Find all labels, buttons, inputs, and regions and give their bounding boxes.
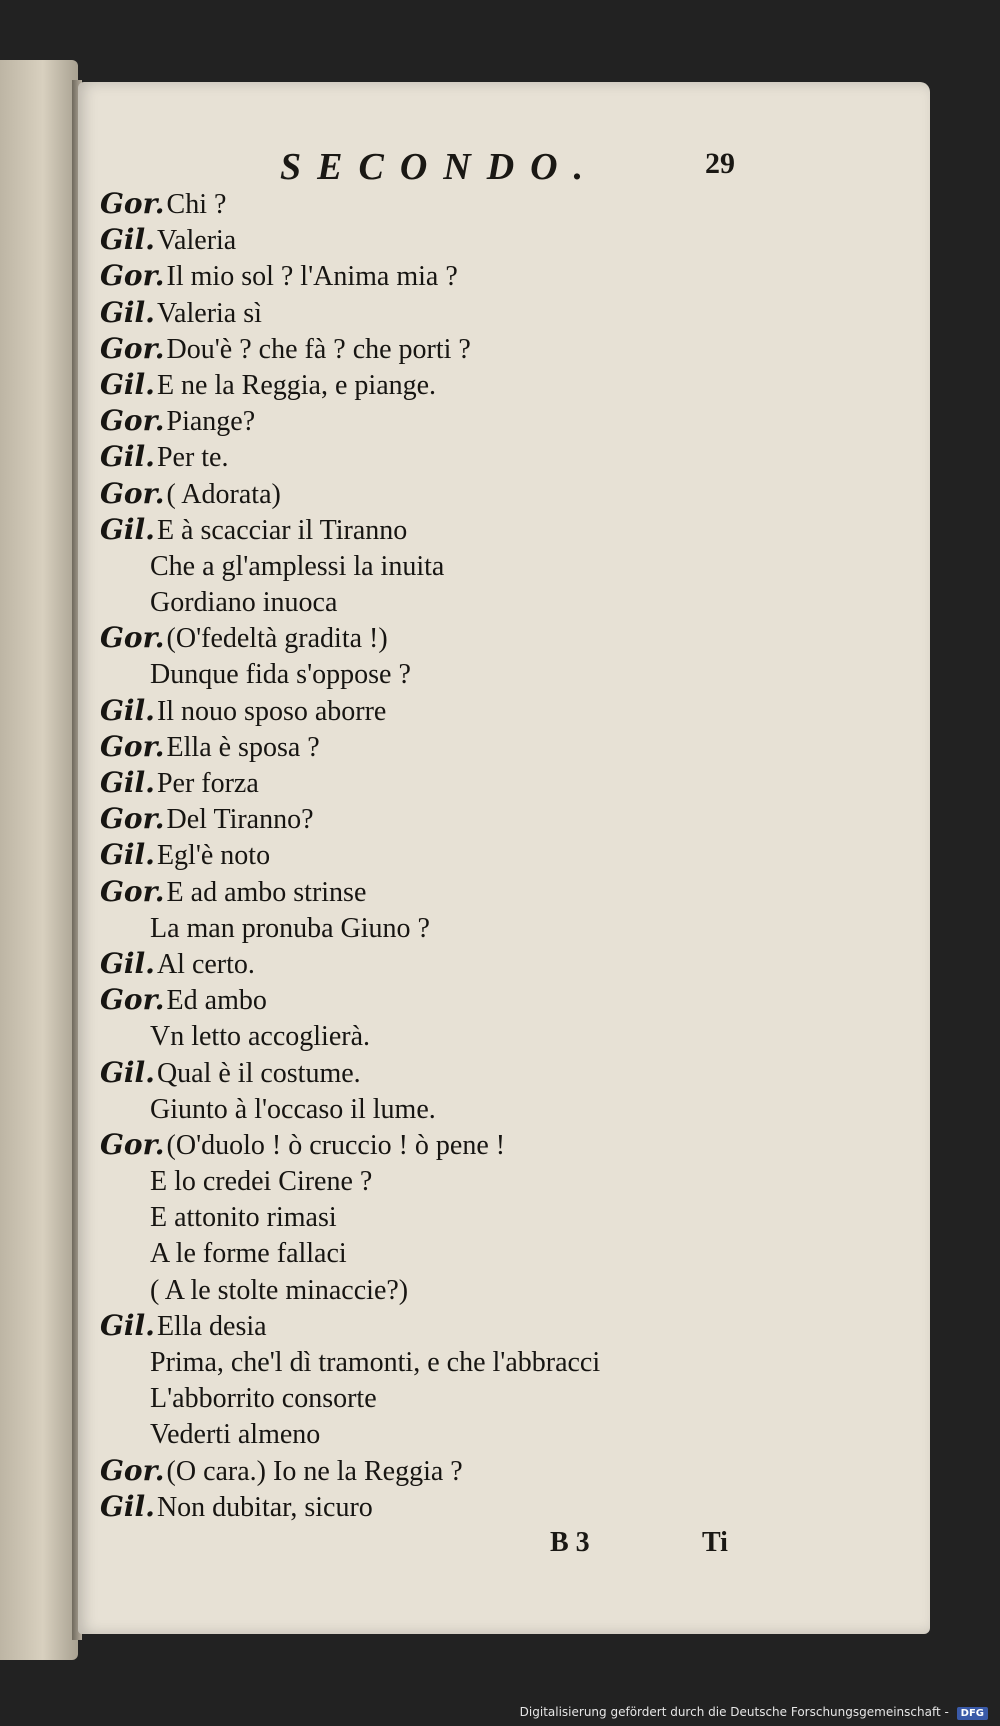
speech-text: Gordiano inuoca [150,587,338,619]
speech-text: (O cara.) Io ne la Reggia ? [166,1455,463,1487]
text-line [100,1416,800,1452]
speech-text: Del Tiranno? [166,804,314,836]
text-line [100,439,800,475]
text-line [100,656,800,692]
text-line [100,765,800,801]
speaker-abbrev: Gil. [100,1308,155,1342]
speech-text: E lo credei Cirene ? [150,1166,373,1198]
speech-text: Non dubitar, sicuro [156,1491,373,1523]
speaker-abbrev: Gor. [100,187,165,220]
dialogue-text [100,186,800,1525]
speech-text: Per te. [156,442,229,474]
speech-text: Al certo. [156,948,255,980]
previous-page-edge [0,60,78,1660]
speech-text: (O'fedeltà gradita !) [166,623,388,655]
text-line [100,982,800,1018]
text-line [100,801,800,837]
speech-text: Chi ? [166,189,227,220]
page-number: 29 [705,147,735,180]
catchword: Ti [702,1527,728,1558]
text-line [100,584,800,620]
text-line [100,620,800,656]
speaker-abbrev: Gor. [100,802,165,836]
speech-text: (O'duolo ! ò cruccio ! ò pene ! [166,1129,506,1161]
speaker-abbrev: Gil. [100,223,155,257]
text-line [100,1127,800,1163]
text-line [100,729,800,765]
speech-text: Ella è sposa ? [166,731,320,763]
speaker-abbrev: Gil. [100,838,155,872]
speaker-abbrev: Gor. [100,983,165,1017]
speaker-abbrev: Gil. [100,693,155,727]
speech-text: ( A le stolte minaccie?) [150,1274,409,1306]
speaker-abbrev: Gil. [100,1489,155,1523]
dfg-logo-icon: DFG [957,1707,988,1720]
text-line [100,1272,800,1308]
speaker-abbrev: Gil. [100,367,155,401]
text-line [100,186,800,222]
speaker-abbrev: Gil. [100,440,155,474]
speaker-abbrev: Gor. [100,1127,165,1161]
text-line [100,837,800,873]
speech-text: Giunto à l'occaso il lume. [150,1093,436,1125]
text-line [100,693,800,729]
text-line [100,1163,800,1199]
text-line [100,295,800,331]
signature-mark: B 3 [550,1527,590,1558]
text-line [100,910,800,946]
page-header [280,145,740,191]
speaker-abbrev: Gor. [100,621,165,655]
speaker-abbrev: Gil. [100,512,155,546]
speech-text: Ed ambo [166,985,267,1017]
speaker-abbrev: Gor. [100,331,165,365]
speech-text: L'abborrito consorte [150,1383,377,1415]
text-line [100,512,800,548]
text-line [100,1380,800,1416]
text-line [100,1199,800,1235]
text-line [100,403,800,439]
speech-text: Piange? [166,406,256,438]
speech-text: E ad ambo strinse [166,876,367,908]
speech-text: Che a gl'amplessi la inuita [150,550,445,582]
speaker-abbrev: Gil. [100,295,155,329]
text-line [100,1453,800,1489]
text-line [100,258,800,294]
speech-text: E à scacciar il Tiranno [156,514,408,546]
speech-text: Dunque fida s'oppose ? [150,659,411,691]
text-line [100,1308,800,1344]
speech-text: Valeria sì [156,297,262,329]
speech-text: Ella desia [156,1310,267,1342]
speaker-abbrev: Gor. [100,476,165,510]
text-line [100,476,800,512]
speech-text: Prima, che'l dì tramonti, e che l'abbracci [150,1347,601,1378]
credit-text: Digitalisierung gefördert durch die Deutsche Forschungsgemeinschaft - [519,1705,949,1719]
text-line [100,874,800,910]
text-line [100,1091,800,1127]
speaker-abbrev: Gil. [100,1055,155,1089]
text-line [100,1018,800,1054]
speech-text: Vn letto accoglierà. [150,1021,371,1053]
speaker-abbrev: Gor. [100,259,165,293]
speech-text: Il mio sol ? l'Anima mia ? [166,261,458,293]
text-line [100,548,800,584]
text-line [100,367,800,403]
speaker-abbrev: Gor. [100,404,165,438]
speech-text: ( Adorata) [166,478,281,510]
text-line [100,1489,800,1525]
speech-text: Per forza [156,768,259,799]
text-line [100,1344,800,1380]
speaker-abbrev: Gil. [100,946,155,980]
speaker-abbrev: Gor. [100,1453,165,1487]
speaker-abbrev: Gil. [100,766,155,799]
speech-text: La man pronuba Giuno ? [150,912,430,944]
text-line [100,946,800,982]
speech-text: E ne la Reggia, e piange. [156,369,437,401]
text-line [100,222,800,258]
speech-text: E attonito rimasi [150,1202,337,1234]
speech-text: Il nouo sposo aborre [156,695,387,727]
speaker-abbrev: Gor. [100,874,165,908]
digitization-credit [520,1705,988,1720]
speech-text: Egl'è noto [156,840,271,872]
speech-text: Dou'è ? che fà ? che porti ? [166,333,471,365]
speech-text: A le forme fallaci [150,1238,347,1270]
text-line [100,1235,800,1271]
running-head: SECONDO. [280,146,600,188]
text-line [100,1055,800,1091]
page-footer [550,1527,750,1567]
speech-text: Vederti almeno [150,1419,321,1451]
speech-text: Valeria [156,225,237,257]
speaker-abbrev: Gor. [100,729,165,763]
text-line [100,331,800,367]
speech-text: Qual è il costume. [156,1057,361,1089]
